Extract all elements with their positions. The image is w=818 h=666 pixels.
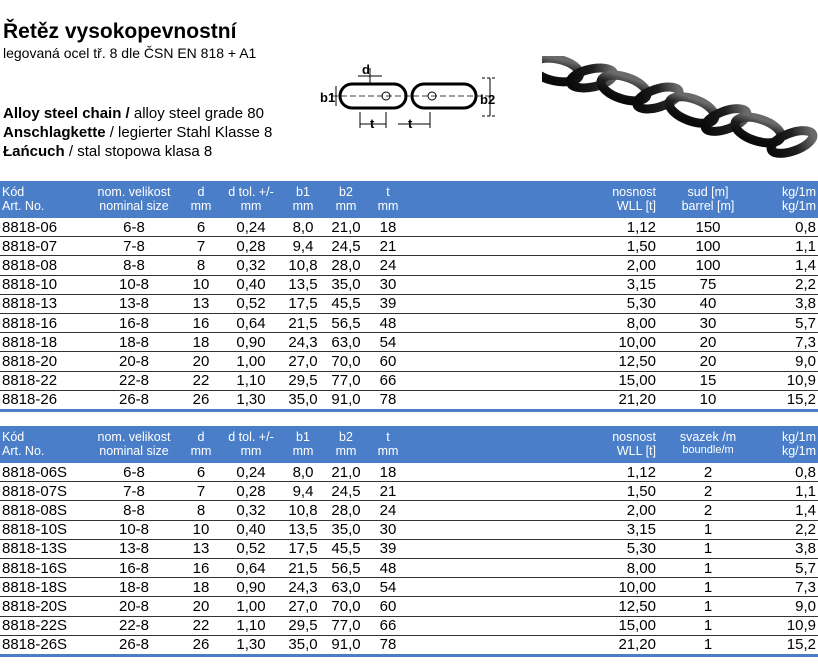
cell-d-tol: 1,00	[220, 352, 282, 371]
lang-polish-name: Łańcuch	[3, 143, 65, 160]
cell-d: 20	[182, 352, 220, 371]
cell-t: 21	[368, 482, 408, 501]
chain-links-photo	[542, 56, 816, 158]
cell-code: 8818-07S	[0, 482, 86, 501]
cell-nominal-size: 13-8	[86, 294, 182, 313]
cell-t: 24	[368, 256, 408, 275]
cell-code: 8818-20	[0, 352, 86, 371]
cell-b1: 8,0	[282, 463, 324, 482]
page-title: Řetěz vysokopevnostní	[3, 20, 237, 43]
cell-code: 8818-13S	[0, 539, 86, 558]
cell-wll: 15,00	[408, 616, 658, 635]
cell-kg-per-m: 0,8	[758, 463, 818, 482]
cell-kg-per-m: 3,8	[758, 539, 818, 558]
cell-b2: 63,0	[324, 333, 368, 352]
table-row	[0, 482, 818, 501]
cell-kg-per-m: 1,1	[758, 237, 818, 256]
cell-t: 30	[368, 520, 408, 539]
cell-t: 60	[368, 352, 408, 371]
cell-t: 18	[368, 218, 408, 237]
cell-code: 8818-07	[0, 237, 86, 256]
cell-wll: 2,00	[408, 501, 658, 520]
cell-t: 24	[368, 501, 408, 520]
cell-wll: 3,15	[408, 520, 658, 539]
cell-code: 8818-08	[0, 256, 86, 275]
cell-wll: 8,00	[408, 558, 658, 577]
cell-d: 7	[182, 237, 220, 256]
cell-pack: 1	[658, 578, 758, 597]
cell-pack: 10	[658, 390, 758, 410]
table-row	[0, 294, 818, 313]
cell-pack: 20	[658, 333, 758, 352]
cell-d: 16	[182, 558, 220, 577]
cell-pack: 100	[658, 237, 758, 256]
cell-kg-per-m: 9,0	[758, 597, 818, 616]
cell-b1: 9,4	[282, 237, 324, 256]
col-header-t: t	[368, 426, 408, 444]
cell-b1: 13,5	[282, 275, 324, 294]
cell-b2: 35,0	[324, 520, 368, 539]
lang-german	[3, 123, 272, 142]
table-header-row-2	[0, 199, 818, 218]
cell-kg-per-m: 9,0	[758, 352, 818, 371]
cell-nominal-size: 18-8	[86, 333, 182, 352]
cell-d: 10	[182, 520, 220, 539]
cell-d-tol: 0,90	[220, 333, 282, 352]
cell-d-tol: 1,10	[220, 371, 282, 390]
col-header-code-en: Art. No.	[0, 444, 86, 463]
cell-b2: 56,5	[324, 558, 368, 577]
cell-b2: 63,0	[324, 578, 368, 597]
table-row	[0, 597, 818, 616]
cell-t: 54	[368, 333, 408, 352]
col-header-d: d	[182, 181, 220, 199]
cell-d-tol: 0,90	[220, 578, 282, 597]
cell-b2: 70,0	[324, 597, 368, 616]
col-header-nominal: nom. velikost	[86, 181, 182, 199]
cell-b2: 45,5	[324, 539, 368, 558]
col-header-barrel: sud [m]	[658, 181, 758, 199]
language-descriptions	[3, 104, 272, 161]
cell-b1: 24,3	[282, 578, 324, 597]
cell-nominal-size: 18-8	[86, 578, 182, 597]
table-row	[0, 371, 818, 390]
col-header-b2-unit: mm	[324, 199, 368, 218]
cell-wll: 2,00	[408, 256, 658, 275]
col-header-dtol: d tol. +/-	[220, 181, 282, 199]
cell-kg-per-m: 1,4	[758, 501, 818, 520]
cell-nominal-size: 6-8	[86, 218, 182, 237]
cell-d: 26	[182, 635, 220, 655]
cell-b1: 29,5	[282, 616, 324, 635]
cell-code: 8818-06S	[0, 463, 86, 482]
cell-pack: 1	[658, 635, 758, 655]
cell-nominal-size: 10-8	[86, 275, 182, 294]
cell-wll: 21,20	[408, 390, 658, 410]
cell-t: 60	[368, 597, 408, 616]
table-row	[0, 352, 818, 371]
cell-pack: 2	[658, 501, 758, 520]
table-header-row-2	[0, 444, 818, 463]
cell-b2: 24,5	[324, 237, 368, 256]
cell-d: 26	[182, 390, 220, 410]
cell-kg-per-m: 3,8	[758, 294, 818, 313]
cell-b1: 27,0	[282, 597, 324, 616]
col-header-bundle: svazek /m	[658, 426, 758, 444]
cell-nominal-size: 7-8	[86, 237, 182, 256]
cell-wll: 3,15	[408, 275, 658, 294]
cell-d: 8	[182, 256, 220, 275]
cell-t: 39	[368, 294, 408, 313]
cell-nominal-size: 10-8	[86, 520, 182, 539]
cell-kg-per-m: 15,2	[758, 390, 818, 410]
col-header-b2: b2	[324, 426, 368, 444]
cell-wll: 21,20	[408, 635, 658, 655]
lang-english	[3, 104, 272, 123]
table-row	[0, 256, 818, 275]
cell-code: 8818-13	[0, 294, 86, 313]
cell-pack: 2	[658, 463, 758, 482]
chain-dimension-diagram	[318, 62, 518, 132]
cell-code: 8818-16S	[0, 558, 86, 577]
cell-wll: 1,50	[408, 237, 658, 256]
cell-nominal-size: 7-8	[86, 482, 182, 501]
cell-wll: 1,50	[408, 482, 658, 501]
table-row	[0, 313, 818, 332]
cell-wll: 5,30	[408, 294, 658, 313]
cell-code: 8818-16	[0, 313, 86, 332]
table-row	[0, 501, 818, 520]
cell-pack: 15	[658, 371, 758, 390]
cell-d: 18	[182, 333, 220, 352]
cell-nominal-size: 20-8	[86, 352, 182, 371]
col-header-kg: kg/1m	[758, 426, 818, 444]
cell-pack: 40	[658, 294, 758, 313]
label-t2: t	[408, 116, 413, 131]
table-row	[0, 578, 818, 597]
col-header-code: Kód	[0, 426, 86, 444]
cell-t: 78	[368, 390, 408, 410]
cell-b1: 13,5	[282, 520, 324, 539]
cell-t: 21	[368, 237, 408, 256]
cell-nominal-size: 20-8	[86, 597, 182, 616]
cell-code: 8818-06	[0, 218, 86, 237]
cell-kg-per-m: 5,7	[758, 313, 818, 332]
cell-kg-per-m: 15,2	[758, 635, 818, 655]
cell-t: 39	[368, 539, 408, 558]
col-header-d: d	[182, 426, 220, 444]
cell-pack: 1	[658, 520, 758, 539]
cell-b2: 70,0	[324, 352, 368, 371]
cell-d: 8	[182, 501, 220, 520]
cell-nominal-size: 26-8	[86, 390, 182, 410]
table-row	[0, 333, 818, 352]
cell-d: 22	[182, 371, 220, 390]
cell-d-tol: 0,52	[220, 539, 282, 558]
col-header-b1: b1	[282, 181, 324, 199]
cell-nominal-size: 8-8	[86, 256, 182, 275]
cell-wll: 1,12	[408, 218, 658, 237]
cell-d-tol: 0,40	[220, 275, 282, 294]
col-header-code: Kód	[0, 181, 86, 199]
cell-kg-per-m: 10,9	[758, 371, 818, 390]
cell-b2: 91,0	[324, 635, 368, 655]
table-row	[0, 520, 818, 539]
cell-d: 6	[182, 463, 220, 482]
table-body	[0, 463, 818, 655]
cell-nominal-size: 13-8	[86, 539, 182, 558]
cell-d-tol: 0,24	[220, 463, 282, 482]
label-b2: b2	[480, 92, 496, 107]
cell-b2: 21,0	[324, 218, 368, 237]
cell-code: 8818-26S	[0, 635, 86, 655]
cell-nominal-size: 16-8	[86, 313, 182, 332]
cell-kg-per-m: 0,8	[758, 218, 818, 237]
table-row	[0, 558, 818, 577]
chain-photo	[542, 56, 818, 160]
cell-t: 78	[368, 635, 408, 655]
cell-t: 30	[368, 275, 408, 294]
cell-code: 8818-10	[0, 275, 86, 294]
col-header-b1-unit: mm	[282, 199, 324, 218]
cell-b1: 17,5	[282, 294, 324, 313]
cell-code: 8818-22	[0, 371, 86, 390]
table-header-row-1	[0, 426, 818, 444]
cell-b2: 56,5	[324, 313, 368, 332]
cell-wll: 12,50	[408, 352, 658, 371]
cell-d: 7	[182, 482, 220, 501]
cell-b1: 21,5	[282, 313, 324, 332]
cell-d-tol: 0,64	[220, 313, 282, 332]
label-d: d	[362, 62, 370, 77]
table-row	[0, 635, 818, 655]
cell-nominal-size: 16-8	[86, 558, 182, 577]
cell-wll: 10,00	[408, 333, 658, 352]
cell-b2: 45,5	[324, 294, 368, 313]
cell-kg-per-m: 2,2	[758, 520, 818, 539]
cell-d-tol: 1,30	[220, 635, 282, 655]
cell-kg-per-m: 5,7	[758, 558, 818, 577]
col-header-dtol-unit: mm	[220, 199, 282, 218]
col-header-t: t	[368, 181, 408, 199]
col-header-wll: nosnost	[408, 426, 658, 444]
cell-wll: 15,00	[408, 371, 658, 390]
col-header-kg-en: kg/1m	[758, 199, 818, 218]
cell-b2: 77,0	[324, 371, 368, 390]
cell-b1: 9,4	[282, 482, 324, 501]
cell-d-tol: 1,00	[220, 597, 282, 616]
cell-pack: 100	[658, 256, 758, 275]
col-header-wll-en: WLL [t]	[408, 199, 658, 218]
cell-wll: 8,00	[408, 313, 658, 332]
cell-d: 22	[182, 616, 220, 635]
cell-d: 13	[182, 539, 220, 558]
cell-code: 8818-08S	[0, 501, 86, 520]
col-header-dtol: d tol. +/-	[220, 426, 282, 444]
cell-wll: 10,00	[408, 578, 658, 597]
cell-d-tol: 0,64	[220, 558, 282, 577]
cell-d-tol: 0,32	[220, 256, 282, 275]
col-header-bundle-en: boundle/m	[658, 444, 758, 463]
label-b1: b1	[320, 90, 336, 105]
cell-pack: 75	[658, 275, 758, 294]
cell-code: 8818-18S	[0, 578, 86, 597]
cell-d-tol: 0,52	[220, 294, 282, 313]
cell-pack: 20	[658, 352, 758, 371]
cell-b1: 29,5	[282, 371, 324, 390]
lang-english-desc: alloy steel grade 80	[129, 105, 264, 122]
cell-d-tol: 0,28	[220, 482, 282, 501]
cell-b2: 35,0	[324, 275, 368, 294]
cell-d: 16	[182, 313, 220, 332]
col-header-t-unit: mm	[368, 199, 408, 218]
cell-kg-per-m: 1,4	[758, 256, 818, 275]
cell-d: 6	[182, 218, 220, 237]
table-row	[0, 237, 818, 256]
cell-b1: 24,3	[282, 333, 324, 352]
cell-b1: 17,5	[282, 539, 324, 558]
col-header-nominal: nom. velikost	[86, 426, 182, 444]
cell-code: 8818-22S	[0, 616, 86, 635]
table-row	[0, 463, 818, 482]
cell-t: 18	[368, 463, 408, 482]
cell-pack: 30	[658, 313, 758, 332]
cell-code: 8818-10S	[0, 520, 86, 539]
cell-code: 8818-20S	[0, 597, 86, 616]
cell-b1: 21,5	[282, 558, 324, 577]
table-body	[0, 218, 818, 410]
label-t1: t	[370, 116, 375, 131]
spec-table-barrel	[0, 181, 818, 412]
cell-pack: 2	[658, 482, 758, 501]
cell-b2: 24,5	[324, 482, 368, 501]
col-header-kg: kg/1m	[758, 181, 818, 199]
cell-pack: 1	[658, 616, 758, 635]
col-header-kg-en: kg/1m	[758, 444, 818, 463]
lang-polish-desc: / stal stopowa klasa 8	[64, 143, 213, 160]
cell-pack: 150	[658, 218, 758, 237]
cell-nominal-size: 8-8	[86, 501, 182, 520]
cell-wll: 12,50	[408, 597, 658, 616]
table-row	[0, 539, 818, 558]
col-header-d-unit: mm	[182, 199, 220, 218]
cell-code: 8818-26	[0, 390, 86, 410]
lang-english-name: Alloy steel chain /	[3, 105, 130, 122]
cell-kg-per-m: 7,3	[758, 333, 818, 352]
cell-t: 48	[368, 313, 408, 332]
cell-t: 48	[368, 558, 408, 577]
cell-b1: 8,0	[282, 218, 324, 237]
cell-nominal-size: 22-8	[86, 616, 182, 635]
col-header-t-unit: mm	[368, 444, 408, 463]
cell-b1: 10,8	[282, 501, 324, 520]
table-row	[0, 275, 818, 294]
col-header-wll: nosnost	[408, 181, 658, 199]
cell-pack: 1	[658, 539, 758, 558]
cell-d-tol: 0,32	[220, 501, 282, 520]
cell-d-tol: 1,10	[220, 616, 282, 635]
cell-d: 18	[182, 578, 220, 597]
lang-polish	[3, 142, 272, 161]
cell-d: 20	[182, 597, 220, 616]
col-header-wll-en: WLL [t]	[408, 444, 658, 463]
table-row	[0, 390, 818, 410]
cell-b1: 35,0	[282, 390, 324, 410]
cell-kg-per-m: 1,1	[758, 482, 818, 501]
cell-kg-per-m: 7,3	[758, 578, 818, 597]
table-header-row-1	[0, 181, 818, 199]
cell-b1: 35,0	[282, 635, 324, 655]
cell-b2: 28,0	[324, 501, 368, 520]
cell-b2: 77,0	[324, 616, 368, 635]
col-header-code-en: Art. No.	[0, 199, 86, 218]
cell-kg-per-m: 10,9	[758, 616, 818, 635]
table-row	[0, 218, 818, 237]
cell-nominal-size: 26-8	[86, 635, 182, 655]
col-header-nominal-en: nominal size	[86, 444, 182, 463]
lang-german-name: Anschlagkette	[3, 124, 106, 141]
table-row	[0, 616, 818, 635]
cell-t: 54	[368, 578, 408, 597]
cell-b2: 21,0	[324, 463, 368, 482]
cell-pack: 1	[658, 597, 758, 616]
cell-b1: 27,0	[282, 352, 324, 371]
cell-kg-per-m: 2,2	[758, 275, 818, 294]
col-header-b2-unit: mm	[324, 444, 368, 463]
cell-d-tol: 0,28	[220, 237, 282, 256]
cell-wll: 1,12	[408, 463, 658, 482]
cell-d: 10	[182, 275, 220, 294]
cell-d-tol: 0,24	[220, 218, 282, 237]
cell-d-tol: 0,40	[220, 520, 282, 539]
col-header-b1: b1	[282, 426, 324, 444]
cell-pack: 1	[658, 558, 758, 577]
cell-t: 66	[368, 616, 408, 635]
cell-wll: 5,30	[408, 539, 658, 558]
cell-d: 13	[182, 294, 220, 313]
cell-d-tol: 1,30	[220, 390, 282, 410]
cell-code: 8818-18	[0, 333, 86, 352]
page-subtitle: legovaná ocel tř. 8 dle ČSN EN 818 + A1	[3, 45, 257, 61]
cell-b1: 10,8	[282, 256, 324, 275]
col-header-dtol-unit: mm	[220, 444, 282, 463]
col-header-barrel-en: barrel [m]	[658, 199, 758, 218]
col-header-nominal-en: nominal size	[86, 199, 182, 218]
spec-table-bundle	[0, 426, 818, 657]
lang-german-desc: / legierter Stahl Klasse 8	[105, 124, 273, 141]
col-header-d-unit: mm	[182, 444, 220, 463]
col-header-b2: b2	[324, 181, 368, 199]
col-header-b1-unit: mm	[282, 444, 324, 463]
cell-t: 66	[368, 371, 408, 390]
cell-nominal-size: 6-8	[86, 463, 182, 482]
cell-b2: 91,0	[324, 390, 368, 410]
cell-b2: 28,0	[324, 256, 368, 275]
cell-nominal-size: 22-8	[86, 371, 182, 390]
